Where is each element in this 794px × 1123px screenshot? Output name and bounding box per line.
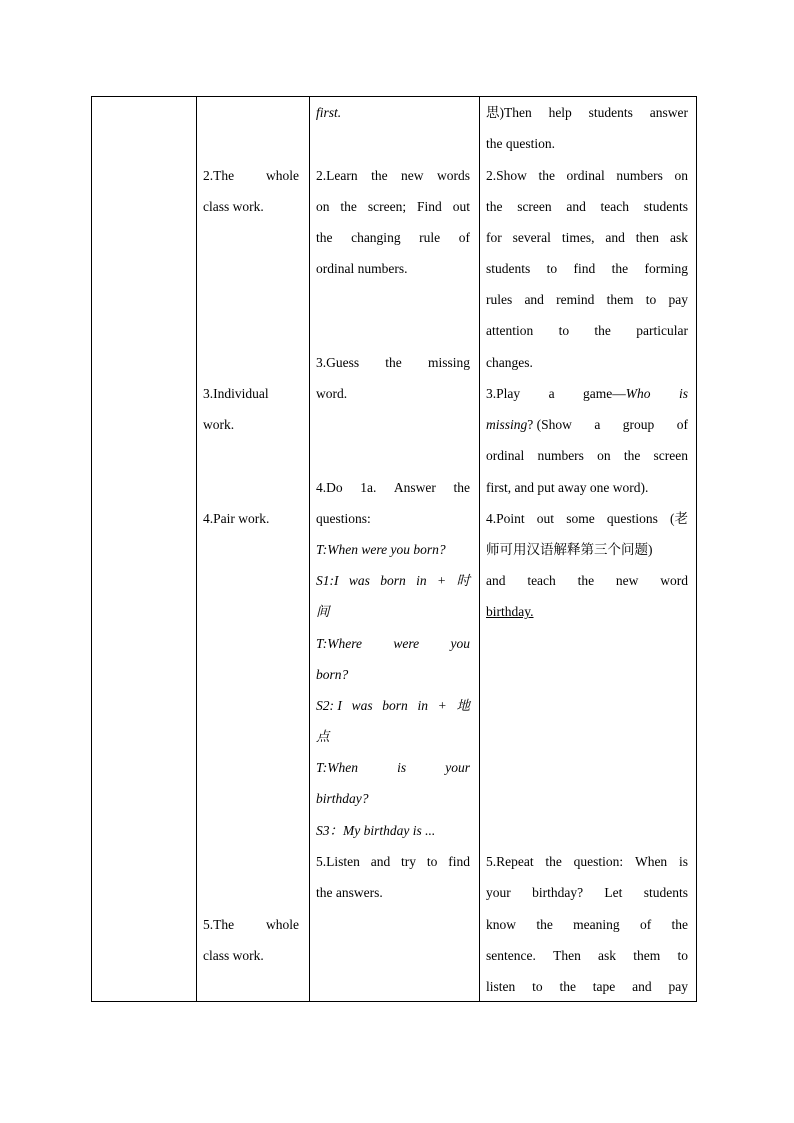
c2-line6: attention to the particular bbox=[486, 323, 688, 338]
c4-line2: 师可用汉语解释第三个问题) bbox=[486, 542, 653, 557]
c5-line5: listen to the tape and pay bbox=[486, 979, 688, 994]
c3-line3: ordinal numbers on the screen bbox=[486, 448, 688, 463]
step2-line1: 2.The whole bbox=[203, 168, 299, 183]
column-divider bbox=[309, 97, 310, 1001]
s2-line3: the changing rule of bbox=[316, 230, 470, 245]
dialogue-a3: S3：My birthday is ... bbox=[316, 823, 436, 838]
column-divider bbox=[196, 97, 197, 1001]
step2-line2: class work. bbox=[203, 199, 264, 214]
dialogue-q2: T:Where were you bbox=[316, 636, 470, 651]
c2-line1: 2.Show the ordinal numbers on bbox=[486, 168, 688, 183]
c2-line7: changes. bbox=[486, 355, 533, 370]
c5-line4: sentence. Then ask them to bbox=[486, 948, 688, 963]
c2-line3: for several times, and then ask bbox=[486, 230, 688, 245]
dialogue-q3: T:When is your bbox=[316, 760, 470, 775]
c3-line1: 3.Play a game—Who is bbox=[486, 386, 688, 401]
s4-line2: questions: bbox=[316, 511, 371, 526]
dialogue-q1: T:When were you born? bbox=[316, 542, 446, 557]
c4-line3: and teach the new word bbox=[486, 573, 688, 588]
c3-line4: first, and put away one word). bbox=[486, 480, 649, 495]
step3-line2: work. bbox=[203, 417, 235, 432]
c4-line4: birthday. bbox=[486, 604, 534, 619]
s3-line2: word. bbox=[316, 386, 348, 401]
c2-line4: students to find the forming bbox=[486, 261, 688, 276]
s5-line1: 5.Listen and try to find bbox=[316, 854, 470, 869]
s2-line4: ordinal numbers. bbox=[316, 261, 408, 276]
first-line: first. bbox=[316, 105, 342, 120]
dialogue-a1-cont: 间 bbox=[316, 604, 330, 619]
c4-line1: 4.Point out some questions (老 bbox=[486, 511, 688, 526]
c3-line2: missing? (Show a group of bbox=[486, 417, 688, 432]
s4-line1: 4.Do 1a. Answer the bbox=[316, 480, 470, 495]
c2-line2: the screen and teach students bbox=[486, 199, 688, 214]
dialogue-q3-cont: birthday? bbox=[316, 791, 369, 806]
dialogue-a2-cont: 点 bbox=[316, 729, 330, 744]
dialogue-q2-cont: born? bbox=[316, 667, 349, 682]
step5-line2: class work. bbox=[203, 948, 264, 963]
step3-line1: 3.Individual bbox=[203, 386, 269, 401]
s3-line1: 3.Guess the missing bbox=[316, 355, 470, 370]
dialogue-a2: S2: I was born in + 地 bbox=[316, 698, 470, 713]
s5-line2: the answers. bbox=[316, 885, 383, 900]
dialogue-a1: S1:I was born in + 时 bbox=[316, 573, 470, 588]
c1-line2: the question. bbox=[486, 136, 555, 151]
s2-line2: on the screen; Find out bbox=[316, 199, 470, 214]
column-divider bbox=[479, 97, 480, 1001]
c1-line1: 思)Then help students answer bbox=[486, 105, 688, 120]
c5-line3: know the meaning of the bbox=[486, 917, 688, 932]
s2-line1: 2.Learn the new words bbox=[316, 168, 470, 183]
c5-line1: 5.Repeat the question: When is bbox=[486, 854, 688, 869]
c2-line5: rules and remind them to pay bbox=[486, 292, 688, 307]
step4-line: 4.Pair work. bbox=[203, 511, 270, 526]
c5-line2: your birthday? Let students bbox=[486, 885, 688, 900]
step5-line1: 5.The whole bbox=[203, 917, 299, 932]
